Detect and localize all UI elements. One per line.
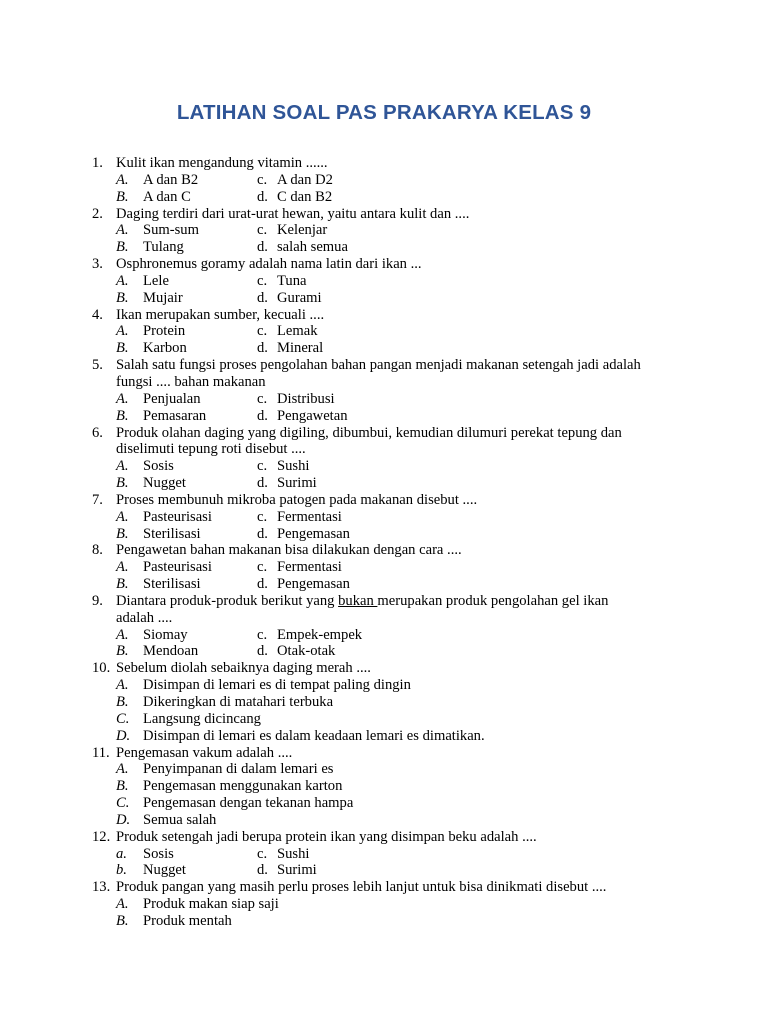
question-text xyxy=(116,593,608,610)
option-row xyxy=(0,273,768,290)
option-text: A dan D2 xyxy=(277,171,333,188)
option-row xyxy=(0,677,768,694)
option-right xyxy=(257,576,350,593)
question-line xyxy=(0,155,768,172)
option-letter: B. xyxy=(116,340,129,357)
option-text: Mujair xyxy=(143,289,183,306)
option-letter: d. xyxy=(257,407,268,424)
option-right xyxy=(257,559,342,576)
option-text: C dan B2 xyxy=(277,188,333,205)
option-item xyxy=(116,677,411,694)
option-row xyxy=(0,627,768,644)
option-text: Disimpan di lemari es di tempat paling dingin xyxy=(143,677,411,694)
option-letter: c. xyxy=(257,323,268,340)
question-text: Produk setengah jadi berupa protein ikan yang disimpan beku adalah .... xyxy=(116,828,537,845)
option-row xyxy=(0,795,768,812)
question-line xyxy=(0,542,768,559)
option-letter: A. xyxy=(116,323,129,340)
option-row xyxy=(0,458,768,475)
underlined-word: bukan xyxy=(338,592,378,609)
option-row xyxy=(0,172,768,189)
option-text: Pasteurisasi xyxy=(143,508,212,525)
text-part: Diantara produk-produk berikut yang xyxy=(116,592,339,609)
option-item xyxy=(116,728,485,745)
option-text: salah semua xyxy=(277,239,348,256)
option-text: Pengawetan xyxy=(277,407,348,424)
option-letter: b. xyxy=(116,862,127,879)
option-text: Sum-sum xyxy=(143,222,199,239)
option-left xyxy=(116,273,169,290)
option-text: Mineral xyxy=(277,340,324,357)
option-text: A dan C xyxy=(143,188,191,205)
option-text: Nugget xyxy=(143,862,186,879)
option-row xyxy=(0,846,768,863)
question-line xyxy=(0,610,768,627)
page-title: LATIHAN SOAL PAS PRAKARYA KELAS 9 xyxy=(176,101,592,124)
question-line xyxy=(0,206,768,223)
option-letter: B. xyxy=(116,778,129,795)
question-number: 10. xyxy=(92,660,111,677)
option-text: Lele xyxy=(143,272,169,289)
question-text: Proses membunuh mikroba patogen pada makanan disebut .... xyxy=(116,491,478,508)
question-number: 4. xyxy=(92,306,103,323)
option-left xyxy=(116,458,174,475)
option-right xyxy=(257,643,335,660)
question-line xyxy=(0,357,768,374)
option-item xyxy=(116,913,232,930)
option-row xyxy=(0,526,768,543)
option-right xyxy=(257,189,332,206)
option-text: Sosis xyxy=(143,458,174,475)
question-number: 13. xyxy=(92,879,111,896)
option-letter: C. xyxy=(116,795,130,812)
option-item xyxy=(116,694,333,711)
option-right xyxy=(257,862,317,879)
option-letter: A. xyxy=(116,171,129,188)
option-left xyxy=(116,340,187,357)
question-text: Produk pangan yang masih perlu proses lebih lanjut untuk bisa dinikmati disebut .... xyxy=(116,879,607,896)
option-text: A dan B2 xyxy=(143,171,199,188)
option-right xyxy=(257,846,309,863)
text-part: merupakan produk pengolahan gel ikan xyxy=(377,592,609,609)
question-text: Pengawetan bahan makanan bisa dilakukan dengan cara .... xyxy=(116,542,462,559)
option-row xyxy=(0,340,768,357)
option-letter: D. xyxy=(116,727,131,744)
option-item xyxy=(116,761,333,778)
option-right xyxy=(257,340,323,357)
question-line xyxy=(0,829,768,846)
option-letter: A. xyxy=(116,272,129,289)
option-letter: c. xyxy=(257,559,268,576)
question-text: fungsi .... bahan makanan xyxy=(116,373,266,390)
question-text: Kulit ikan mengandung vitamin ...... xyxy=(116,155,328,171)
option-left xyxy=(116,643,198,660)
option-letter: c. xyxy=(257,508,268,525)
option-letter: c. xyxy=(257,272,268,289)
option-left xyxy=(116,408,206,425)
option-letter: c. xyxy=(257,626,268,643)
option-letter: d. xyxy=(257,862,268,879)
option-text: Pasteurisasi xyxy=(143,559,212,576)
option-letter: c. xyxy=(257,458,268,475)
option-item xyxy=(116,896,279,913)
question-text: diselimuti tepung roti disebut .... xyxy=(116,441,306,458)
question-text: Daging terdiri dari urat-urat hewan, yaitu antara kulit dan .... xyxy=(116,205,470,222)
option-letter: d. xyxy=(257,525,268,542)
option-right xyxy=(257,273,306,290)
option-right xyxy=(257,391,335,408)
option-text: Sushi xyxy=(277,845,310,862)
option-row xyxy=(0,862,768,879)
question-text: Ikan merupakan sumber, kecuali .... xyxy=(116,306,325,323)
option-letter: A. xyxy=(116,508,129,525)
question-line xyxy=(0,745,768,762)
option-left xyxy=(116,862,186,879)
option-row xyxy=(0,728,768,745)
option-left xyxy=(116,391,201,408)
option-letter: a. xyxy=(116,845,127,862)
option-text: Sterilisasi xyxy=(143,525,201,542)
question-text: Pengemasan vakum adalah .... xyxy=(116,744,293,761)
option-row xyxy=(0,391,768,408)
option-letter: C. xyxy=(116,710,130,727)
option-letter: A. xyxy=(116,626,129,643)
option-right xyxy=(257,475,317,492)
option-row xyxy=(0,239,768,256)
question-text: Osphronemus goramy adalah nama latin dari ikan ... xyxy=(116,256,422,273)
option-row xyxy=(0,812,768,829)
option-right xyxy=(257,290,322,307)
option-text: Empek-empek xyxy=(277,626,363,643)
option-left xyxy=(116,290,183,307)
option-letter: A. xyxy=(116,896,129,913)
option-row xyxy=(0,509,768,526)
option-text: Pengemasan menggunakan karton xyxy=(143,778,343,795)
option-row xyxy=(0,290,768,307)
option-row xyxy=(0,408,768,425)
option-row xyxy=(0,778,768,795)
option-text: Semua salah xyxy=(143,811,217,828)
option-letter: d. xyxy=(257,576,268,593)
question-text: adalah .... xyxy=(116,609,173,626)
option-text: Sushi xyxy=(277,458,310,475)
question-text: Sebelum diolah sebaiknya daging merah .... xyxy=(116,660,371,677)
option-letter: d. xyxy=(257,475,268,492)
option-left xyxy=(116,323,185,340)
option-letter: d. xyxy=(257,340,268,357)
option-right xyxy=(257,526,350,543)
option-row xyxy=(0,711,768,728)
option-text: Pengemasan xyxy=(277,576,350,593)
option-letter: A. xyxy=(116,559,129,576)
question-number: 11. xyxy=(92,744,110,761)
option-letter: d. xyxy=(257,188,268,205)
option-letter: c. xyxy=(257,222,268,239)
option-text: Produk makan siap saji xyxy=(143,896,279,913)
option-row xyxy=(0,896,768,913)
question-text: Salah satu fungsi proses pengolahan bahan pangan menjadi makanan setengah jadi adalah xyxy=(116,357,641,374)
option-text: Penjualan xyxy=(143,390,201,407)
option-letter: d. xyxy=(257,239,268,256)
option-left xyxy=(116,172,198,189)
option-letter: B. xyxy=(116,475,129,492)
option-letter: B. xyxy=(116,239,129,256)
option-text: Fermentasi xyxy=(277,508,342,525)
question-number: 7. xyxy=(92,491,103,508)
option-right xyxy=(257,239,348,256)
option-letter: c. xyxy=(257,845,268,862)
question-number: 3. xyxy=(92,256,103,273)
option-left xyxy=(116,576,201,593)
option-right xyxy=(257,627,362,644)
option-item xyxy=(116,711,261,728)
option-right xyxy=(257,222,327,239)
question-number: 12. xyxy=(92,828,111,845)
question-list xyxy=(0,155,768,930)
option-left xyxy=(116,475,186,492)
option-text: Tuna xyxy=(277,272,307,289)
question-number: 5. xyxy=(92,357,103,374)
question-line xyxy=(0,256,768,273)
option-letter: B. xyxy=(116,407,129,424)
question-number: 8. xyxy=(92,542,103,559)
question-line xyxy=(0,374,768,391)
option-letter: B. xyxy=(116,643,129,660)
option-text: Mendoan xyxy=(143,643,199,660)
option-letter: B. xyxy=(116,576,129,593)
question-line xyxy=(0,307,768,324)
option-letter: d. xyxy=(257,289,268,306)
option-left xyxy=(116,559,212,576)
option-row xyxy=(0,694,768,711)
option-left xyxy=(116,509,212,526)
option-row xyxy=(0,913,768,930)
option-text: Langsung dicincang xyxy=(143,710,261,727)
option-text: Nugget xyxy=(143,475,186,492)
option-text: Distribusi xyxy=(277,390,335,407)
option-left xyxy=(116,526,201,543)
question-line xyxy=(0,425,768,442)
question-number: 6. xyxy=(92,424,103,441)
option-item xyxy=(116,778,342,795)
option-row xyxy=(0,643,768,660)
question-number: 2. xyxy=(92,205,103,222)
option-right xyxy=(257,172,333,189)
option-row xyxy=(0,475,768,492)
option-row xyxy=(0,576,768,593)
option-letter: B. xyxy=(116,694,129,710)
option-letter: B. xyxy=(116,289,129,306)
option-left xyxy=(116,222,199,239)
option-letter: A. xyxy=(116,761,129,778)
option-letter: B. xyxy=(116,188,129,205)
option-letter: B. xyxy=(116,525,129,542)
option-text: Protein xyxy=(143,323,186,340)
option-text: Disimpan di lemari es dalam keadaan lemari es dimatikan. xyxy=(143,727,485,744)
option-text: Produk mentah xyxy=(143,912,232,929)
option-right xyxy=(257,323,318,340)
option-letter: A. xyxy=(116,390,129,407)
option-item xyxy=(116,795,353,812)
option-text: Tulang xyxy=(143,239,184,256)
option-text: Pengemasan dengan tekanan hampa xyxy=(143,795,354,812)
option-left xyxy=(116,846,174,863)
option-row xyxy=(0,222,768,239)
option-row xyxy=(0,761,768,778)
option-letter: A. xyxy=(116,677,129,694)
option-letter: c. xyxy=(257,171,268,188)
option-right xyxy=(257,458,309,475)
option-left xyxy=(116,189,191,206)
option-text: Lemak xyxy=(277,323,318,340)
question-line xyxy=(0,660,768,677)
question-number: 1. xyxy=(92,155,103,171)
option-text: Dikeringkan di matahari terbuka xyxy=(143,694,334,710)
question-line xyxy=(0,879,768,896)
option-right xyxy=(257,509,342,526)
question-line xyxy=(0,441,768,458)
option-letter: A. xyxy=(116,222,129,239)
option-text: Pemasaran xyxy=(143,407,207,424)
option-text: Otak-otak xyxy=(277,643,336,660)
option-left xyxy=(116,239,184,256)
option-text: Karbon xyxy=(143,340,187,357)
option-text: Sosis xyxy=(143,845,174,862)
option-text: Pengemasan xyxy=(277,525,350,542)
option-letter: c. xyxy=(257,390,268,407)
option-row xyxy=(0,323,768,340)
option-left xyxy=(116,627,188,644)
option-text: Sterilisasi xyxy=(143,576,201,593)
question-text: Produk olahan daging yang digiling, dibumbui, kemudian dilumuri perekat tepung dan xyxy=(116,424,622,441)
option-right xyxy=(257,408,348,425)
option-text: Gurami xyxy=(277,289,322,306)
option-text: Surimi xyxy=(277,475,317,492)
option-letter: D. xyxy=(116,811,131,828)
option-row xyxy=(0,559,768,576)
option-letter: B. xyxy=(116,912,129,929)
question-line xyxy=(0,492,768,509)
question-number: 9. xyxy=(92,592,103,609)
option-text: Kelenjar xyxy=(277,222,328,239)
question-line xyxy=(0,593,768,610)
option-text: Siomay xyxy=(143,626,188,643)
option-text: Penyimpanan di dalam lemari es xyxy=(143,761,334,778)
option-text: Surimi xyxy=(277,862,317,879)
option-item xyxy=(116,812,216,829)
option-row xyxy=(0,189,768,206)
option-letter: d. xyxy=(257,643,268,660)
option-text: Fermentasi xyxy=(277,559,342,576)
option-letter: A. xyxy=(116,458,129,475)
